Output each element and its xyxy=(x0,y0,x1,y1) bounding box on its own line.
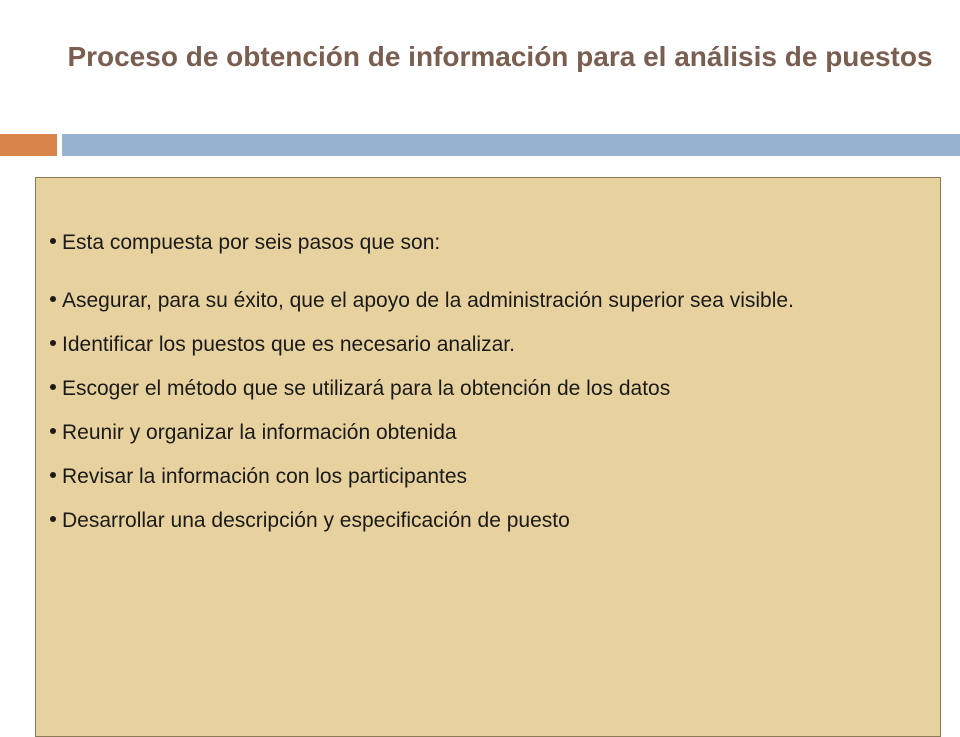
bullet-icon xyxy=(50,238,56,244)
bullet-text: Asegurar, para su éxito, que el apoyo de la administración superior sea visible. xyxy=(62,289,794,312)
bullet-text: Identificar los puestos que es necesario analizar. xyxy=(62,333,515,356)
bullet-item-step-5 xyxy=(45,462,935,492)
bullet-item-step-1 xyxy=(45,286,935,316)
bullet-icon xyxy=(50,428,56,434)
bullet-icon xyxy=(50,384,56,390)
bullet-item-step-2 xyxy=(45,330,935,360)
bullet-icon xyxy=(50,296,56,302)
accent-bar xyxy=(0,134,57,156)
slide-title: Proceso de obtención de información para el análisis de puestos xyxy=(67,41,933,72)
bullet-icon xyxy=(50,340,56,346)
bullet-item-intro xyxy=(45,228,935,258)
bullet-text: Desarrollar una descripción y especificación de puesto xyxy=(62,509,570,532)
bullet-icon xyxy=(50,516,56,522)
content-box xyxy=(35,177,941,737)
bullet-text: Esta compuesta por seis pasos que son: xyxy=(62,231,441,254)
bullet-list xyxy=(45,228,935,536)
bullet-item-step-6 xyxy=(45,506,935,536)
bullet-text: Revisar la información con los participantes xyxy=(62,465,468,488)
bullet-item-step-4 xyxy=(45,418,935,448)
bullet-text: Reunir y organizar la información obtenida xyxy=(62,421,457,444)
bullet-icon xyxy=(50,472,56,478)
title-underline-bar xyxy=(62,134,960,156)
bullet-item-step-3 xyxy=(45,374,935,404)
bullet-text: Escoger el método que se utilizará para la obtención de los datos xyxy=(62,377,671,400)
